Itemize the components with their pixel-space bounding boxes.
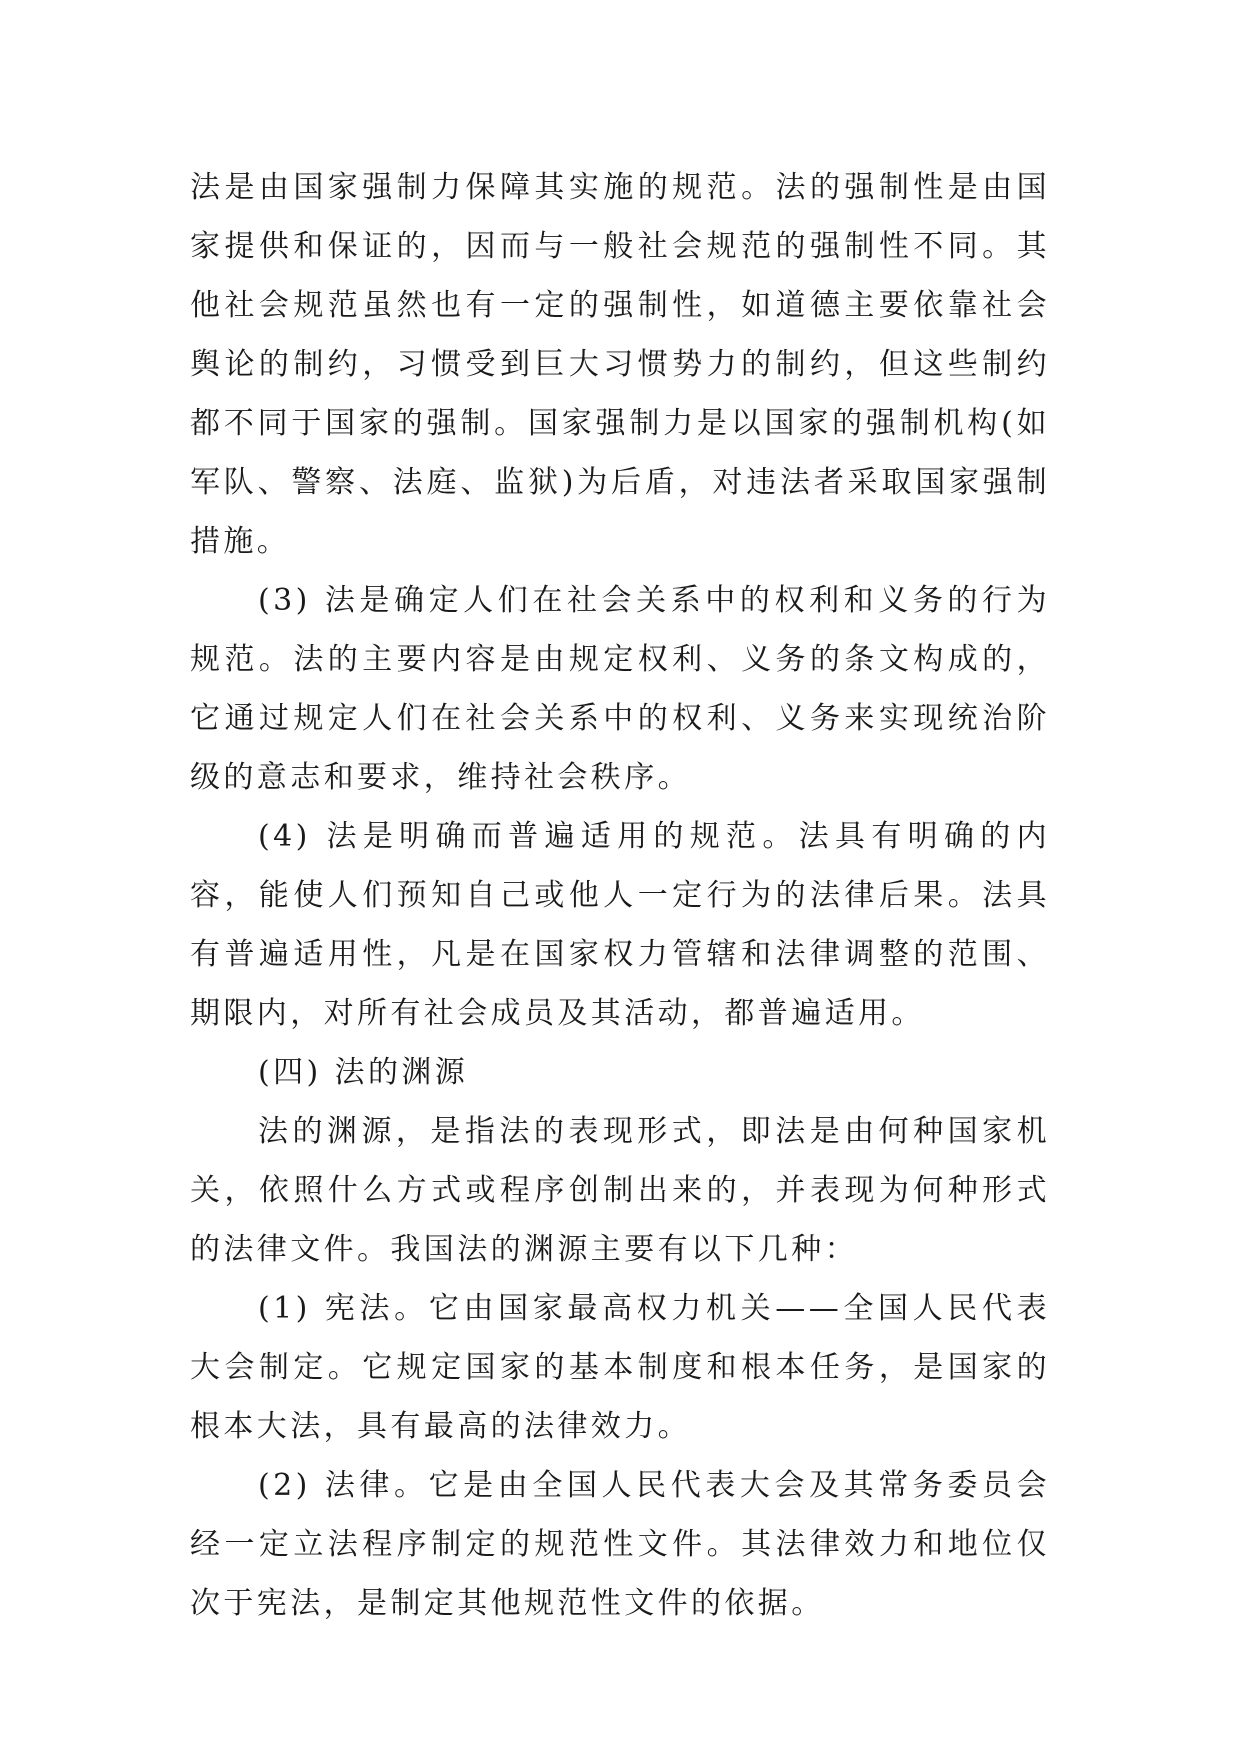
paragraph-law: (2) 法律。它是由全国人民代表大会及其常务委员会经一定立法程序制定的规范性文件。其法律效力和地位仅次于宪法，是制定其他规范性文件的依据。 bbox=[190, 1468, 1050, 1621]
paragraph-rights-obligations: (3) 法是确定人们在社会关系中的权利和义务的行为规范。法的主要内容是由规定权利、义务的条文构成的，它通过规定人们在社会关系中的权利、义务来实现统治阶级的意志和要求，维持社会秩序。 bbox=[190, 583, 1050, 795]
paragraph-state-coercion: 法是由国家强制力保障其实施的规范。法的强制性是由国家提供和保证的，因而与一般社会规范的强制性不同。其他社会规范虽然也有一定的强制性，如道德主要依靠社会舆论的制约，习惯受到巨大习惯势力的制约，但这些制约都不同于国家的强制。国家强制力是以国家的强制机构(如军队、警察、法庭、监狱)为后盾，对违法者采取国家强制措施。 bbox=[190, 170, 1050, 559]
paragraph-constitution: (1) 宪法。它由国家最高权力机关——全国人民代表大会制定。它规定国家的基本制度和根本任务，是国家的根本大法，具有最高的法律效力。 bbox=[190, 1291, 1050, 1444]
document-body bbox=[190, 158, 1050, 1633]
paragraph-sources-definition: 法的渊源，是指法的表现形式，即法是由何种国家机关，依照什么方式或程序创制出来的，并表现为何种形式的法律文件。我国法的渊源主要有以下几种： bbox=[190, 1114, 1050, 1267]
paragraph-clarity-universality: (4) 法是明确而普遍适用的规范。法具有明确的内容，能使人们预知自己或他人一定行为的法律后果。法具有普遍适用性，凡是在国家权力管辖和法律调整的范围、期限内，对所有社会成员及其活动，都普遍适用。 bbox=[190, 819, 1050, 1031]
section-heading-sources-of-law: (四) 法的渊源 bbox=[258, 1055, 469, 1090]
